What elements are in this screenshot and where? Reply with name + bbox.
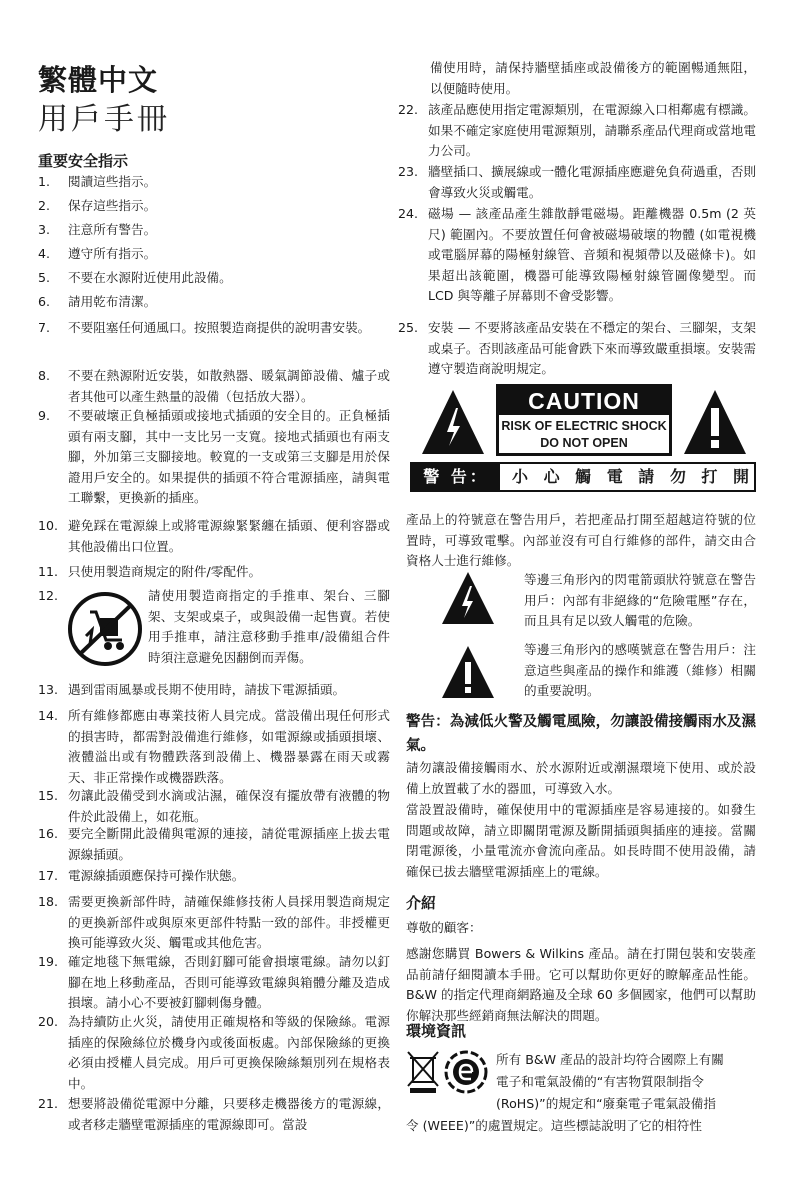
safety-item-6: 6. 請用乾布清潔。 xyxy=(38,294,157,309)
symbol-intro: 產品上的符號意在警告用戶，若把產品打開至超越這符號的位置時，可導致電擊。內部並沒有可自行維修的部件，請交由合資格人士進行維修。 xyxy=(406,512,756,568)
cart-tip-warning-icon xyxy=(66,590,144,668)
safety-item-20: 20. 為持續防止火災，請使用正確規格和等級的保險絲。電源插座的保險絲位於機身內或後面板處。內部保險絲的更換必須由授權人員完成。用戶可更換保險絲類別列在規格表中。 xyxy=(38,1014,390,1091)
safety-heading: 重要安全指示 xyxy=(38,152,129,170)
env-line-4: 令 (WEEE)”的處置規定。這些標誌說明了它的相符性 xyxy=(406,1118,702,1133)
safety-item-1: 1. 閱讀這些指示。 xyxy=(38,174,157,189)
safety-item-9: 9. 不要破壞正負極插頭或接地式插頭的安全目的。正負極插頭有兩支腳，其中一支比另一支寬。接地式插頭也有兩支腳，外加第三支腳接地。較寬的一支或第三支腳是用於保證用戶安全的。如果提供的插頭不符合電源插座，請與電工聯繫，更換新的插座。 xyxy=(38,408,390,505)
safety-item-25: 25. 安裝 — 不要將該產品安裝在不穩定的架台、三腳架，支架或桌子。否則該產品可能會跌下來而導致嚴重損壞。安裝需遵守製造商說明規定。 xyxy=(398,320,756,376)
exclamation-triangle-icon xyxy=(682,388,748,460)
safety-item-16: 16. 要完全斷開此設備與電源的連接，請從電源插座上拔去電源線插頭。 xyxy=(38,826,390,862)
safety-item-19: 19. 確定地毯下無電線，否則釘腳可能會損壞電線。請勿以釘腳在地上移動產品，否則可能導致電線與箱體分離及造成損壞。請小心不要被釘腳刺傷身體。 xyxy=(38,954,390,1010)
lightning-triangle-icon xyxy=(420,388,486,460)
safety-item-18: 18. 需要更換新部件時，請確保維修技術人員採用製造商規定的更換新部件或與原來更部件特點一致的部件。非授權更換可能導致火災、觸電或其他危害。 xyxy=(38,894,390,950)
safety-item-23: 23. 牆壁插口、擴展線或一體化電源插座應避免負荷過重，否則會導致火災或觸電。 xyxy=(398,164,756,200)
safety-item-24: 24. 磁場 — 該產品產生雜散靜電磁場。距離機器 0.5m (2 英尺) 範圍內。不要放置任何會被磁場破壞的物體 (如電視機或電腦屏幕的陽極射線管、音頻和視頻帶以及磁條卡)。如果超出該範圍，機器可能導致陽極射線管圖像變型。而 LCD 與等離子屏幕則不會受影響。 xyxy=(398,206,756,303)
caution-box xyxy=(496,384,672,456)
exclamation-icon xyxy=(440,644,496,700)
env-line-2: 電子和電氣設備的“有害物質限制指令 xyxy=(496,1074,705,1089)
intro-body: 感謝您購買 Bowers & Wilkins 產品。請在打開包裝和安裝產品前請仔細閱讀本手冊。它可以幫助你更好的瞭解產品性能。 B&W 的指定代理商網路遍及全球 60 多個國家，他們可以幫助你解決那些經銷商無法解決的問題。 xyxy=(406,946,756,1023)
exclamation-description: 等邊三角形內的感嘆號意在警告用戶：注意這些與產品的操作和維護（維修）相關的重要說明。 xyxy=(524,642,756,698)
safety-item-12: 12. 請使用製造商指定的手推車、架台、三腳架、支架或桌子，或與設備一起售賣。若使用手推車，請注意移動手推車/設備組合件時須注意避免因翻倒而弄傷。 xyxy=(38,588,390,665)
intro-greeting: 尊敬的顧客： xyxy=(406,920,482,935)
lightning-description: 等邊三角形內的閃電箭頭狀符號意在警告用戶：內部有非絕緣的“危險電壓”存在，而且具有足以致人觸電的危險。 xyxy=(524,572,756,628)
manual-title: 用戶手冊 xyxy=(38,102,170,137)
safety-item-15: 15. 勿讓此設備受到水滴或沾濕，確保沒有擺放帶有液體的物件於此設備上，如花瓶。 xyxy=(38,788,390,824)
warning-bar xyxy=(410,462,756,492)
safety-item-4: 4. 遵守所有指示。 xyxy=(38,246,157,261)
rohs-e-icon xyxy=(444,1050,488,1094)
weee-bin-icon xyxy=(406,1050,440,1094)
safety-item-22: 22. 該產品應使用指定電源類別，在電源線入口相鄰處有標識。如果不確定家庭使用電源類別，請聯系產品代理商或當地電力公司。 xyxy=(398,102,756,158)
fire-warning-p2: 當設置設備時，確保使用中的電源插座是容易連接的。如發生問題或故障，請立即關閉電源及斷開插頭與插座的連接。當關閉電源後，小量電流亦會流向產品。如長時間不使用設備，請確保已拔去牆壁電源插座上的電線。 xyxy=(406,802,756,879)
safety-item-8: 8. 不要在熱源附近安裝，如散熱器、暖氣調節設備、爐子或者其他可以產生熱量的設備（包括放大器）。 xyxy=(38,368,390,404)
safety-item-17: 17. 電源線插頭應保持可操作狀態。 xyxy=(38,868,245,883)
language-title: 繁體中文 xyxy=(38,63,159,97)
fire-warning-heading: 警告：為減低火警及觸電風險，勿讓設備接觸雨水及濕氣。 xyxy=(406,714,756,754)
safety-item-7: 7. 不要阻塞任何通風口。按照製造商提供的說明書安裝。 xyxy=(38,320,371,335)
lightning-icon xyxy=(440,570,496,626)
warning-label: 警 告： xyxy=(412,464,500,490)
safety-item-2: 2. 保存這些指示。 xyxy=(38,198,157,213)
warning-text: 小 心 觸 電 請 勿 打 開 xyxy=(512,467,754,486)
safety-item-14: 14. 所有維修都應由專業技術人員完成。當設備出現任何形式的損害時，都需對設備進行維修，如電源線或插頭損壞、液體溢出或有物體跌落到設備上、機器暴露在雨天或霧天、非正常操作或機器跌落。 xyxy=(38,708,390,785)
safety-item-21-continued: 備使用時，請保持牆壁插座或設備後方的範圍暢通無阻，以便隨時使用。 xyxy=(430,60,756,96)
safety-item-13: 13. 遇到雷雨風暴或長期不使用時，請拔下電源插頭。 xyxy=(38,682,346,697)
caution-heading: CAUTION xyxy=(499,387,669,415)
fire-warning-p1: 請勿讓設備接觸雨水、於水源附近或潮濕環境下使用、或於設備上放置載了水的器皿，可導致入水。 xyxy=(406,760,756,796)
caution-line-2: DO NOT OPEN xyxy=(540,436,628,450)
safety-item-5: 5. 不要在水源附近使用此設備。 xyxy=(38,270,232,285)
safety-item-3: 3. 注意所有警告。 xyxy=(38,222,157,237)
safety-item-21: 21. 想要將設備從電源中分離，只要移走機器後方的電源線，或者移走牆壁電源插座的電源線即可。當設 xyxy=(38,1096,390,1132)
safety-item-10: 10. 避免踩在電源線上或將電源線緊緊纏在插頭、便利容器或其他設備出口位置。 xyxy=(38,518,390,554)
intro-heading: 介紹 xyxy=(406,894,437,912)
caution-line-1: RISK OF ELECTRIC SHOCK xyxy=(501,419,667,433)
caution-label xyxy=(410,384,756,494)
env-line-3: (RoHS)”的規定和“廢棄電子電氣設備指 xyxy=(496,1096,716,1111)
env-line-1: 所有 B&W 產品的設計均符合國際上有關 xyxy=(496,1052,724,1067)
env-heading: 環境資訊 xyxy=(406,1022,467,1040)
safety-item-11: 11. 只使用製造商規定的附件/零配件。 xyxy=(38,564,262,579)
